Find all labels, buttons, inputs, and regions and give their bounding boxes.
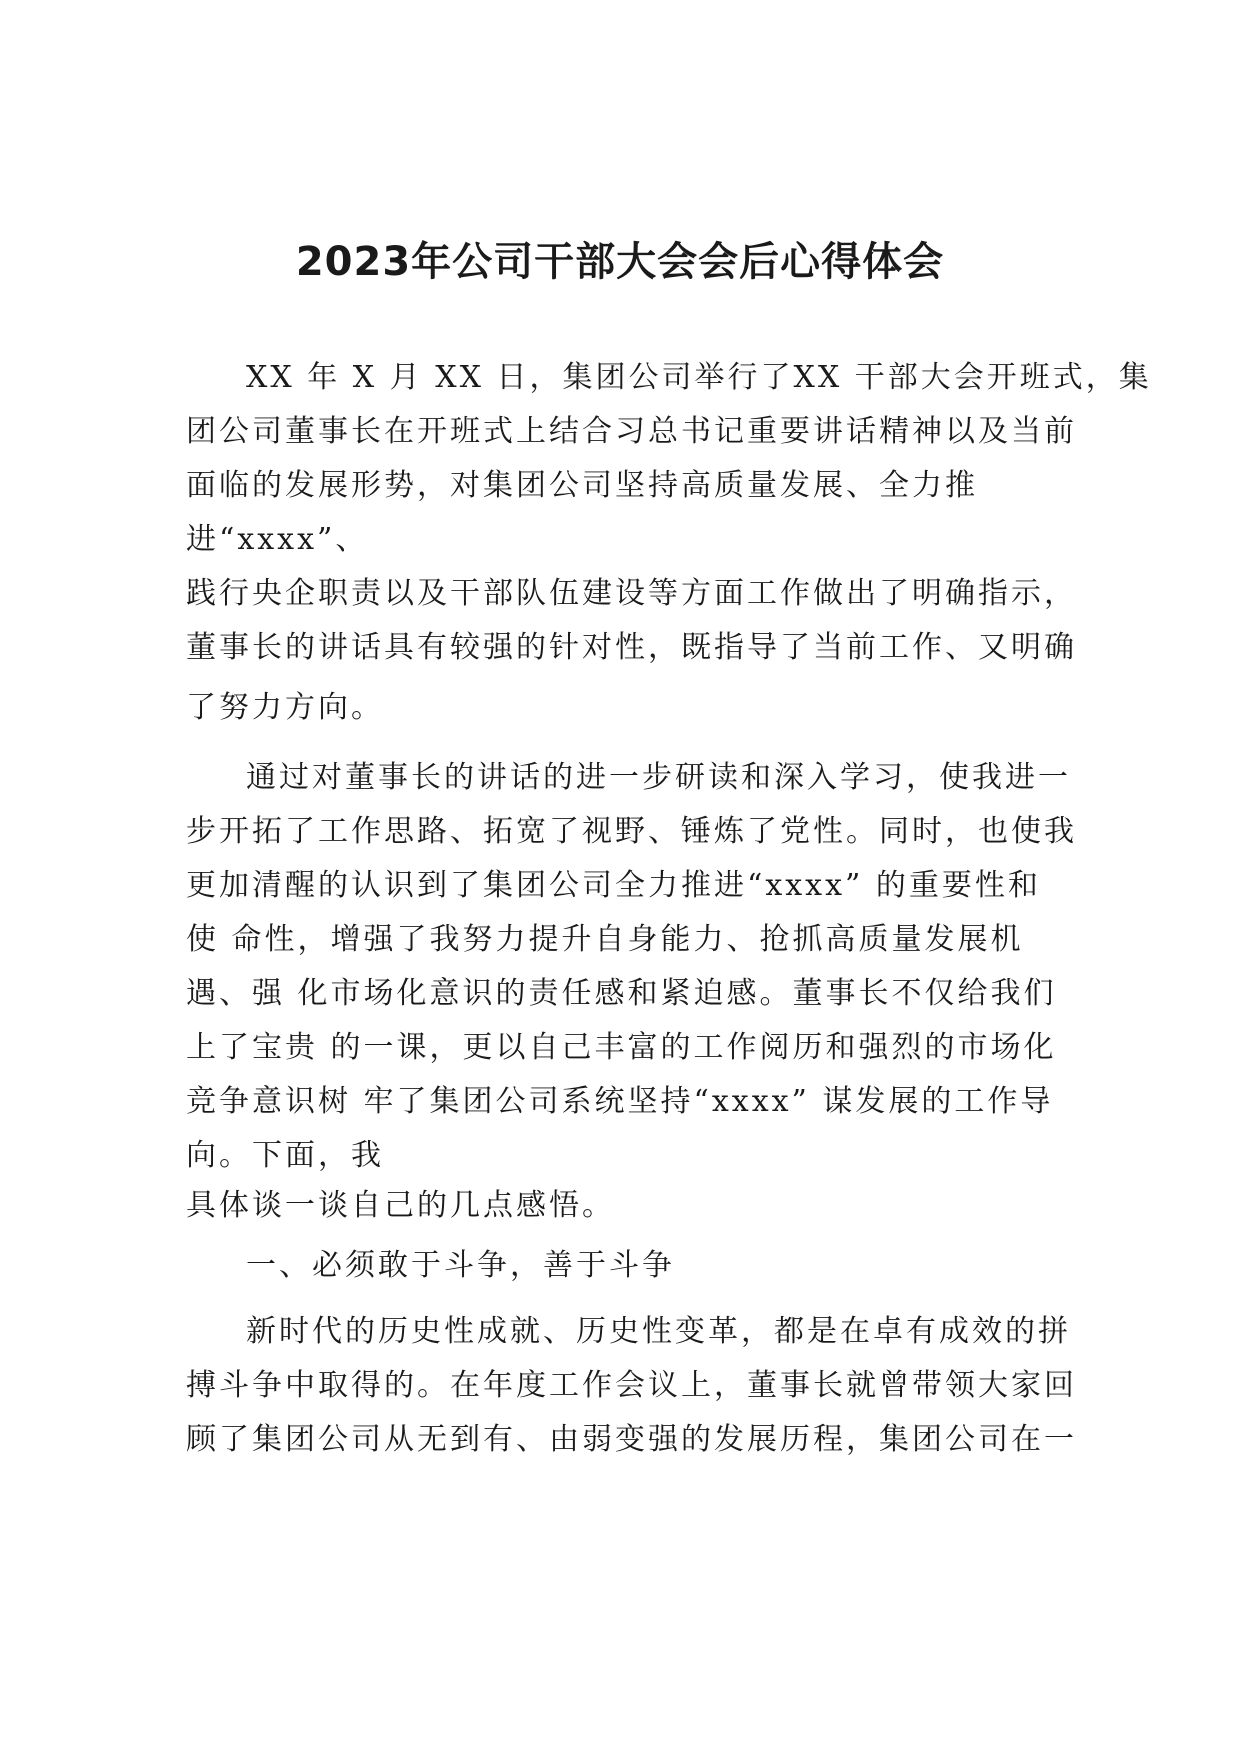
- paragraph-line: 更加清醒的认识到了集团公司全力推进“xxxx” 的重要性和: [186, 868, 1041, 903]
- paragraph-line: 搏斗争中取得的。在年度工作会议上，董事长就曾带领大家回: [186, 1368, 1077, 1403]
- paragraph-line: 了努力方向。: [186, 690, 384, 725]
- paragraph-line: 步开拓了工作思路、拓宽了视野、锤炼了党性。同时，也使我: [186, 814, 1077, 849]
- paragraph-line: 通过对董事长的讲话的进一步研读和深入学习，使我进一: [246, 760, 1071, 795]
- paragraph-line: 董事长的讲话具有较强的针对性，既指导了当前工作、又明确: [186, 630, 1077, 665]
- paragraph-line: XX 年 X 月 XX 日，集团公司举行了XX 干部大会开班式，集: [246, 360, 1152, 395]
- paragraph-line: 向。下面，我: [186, 1138, 384, 1173]
- paragraph-line: 遇、强 化市场化意识的责任感和紧迫感。董事长不仅给我们: [186, 976, 1057, 1011]
- paragraph-line: 上了宝贵 的一课，更以自己丰富的工作阅历和强烈的市场化: [186, 1030, 1057, 1065]
- paragraph-line: 顾了集团公司从无到有、由弱变强的发展历程，集团公司在一: [186, 1422, 1077, 1457]
- document-title: 2023年公司干部大会会后心得体会: [295, 239, 945, 285]
- section-heading: 一、必须敢于斗争，善于斗争: [246, 1248, 675, 1283]
- paragraph-line: 践行央企职责以及干部队伍建设等方面工作做出了明确指示，: [186, 576, 1077, 611]
- paragraph-line: 面临的发展形势，对集团公司坚持高质量发展、全力推: [186, 468, 978, 503]
- paragraph-line: 使 命性，增强了我努力提升自身能力、抢抓高质量发展机: [186, 922, 1024, 957]
- paragraph-line: 具体谈一谈自己的几点感悟。: [186, 1188, 615, 1223]
- paragraph-line: 新时代的历史性成就、历史性变革，都是在卓有成效的拼: [246, 1314, 1071, 1349]
- paragraph-line: 竞争意识树 牢了集团公司系统坚持“xxxx” 谋发展的工作导: [186, 1084, 1054, 1119]
- paragraph-line: 团公司董事长在开班式上结合习总书记重要讲话精神以及当前: [186, 414, 1077, 449]
- paragraph-line: 进“xxxx”、: [186, 522, 369, 557]
